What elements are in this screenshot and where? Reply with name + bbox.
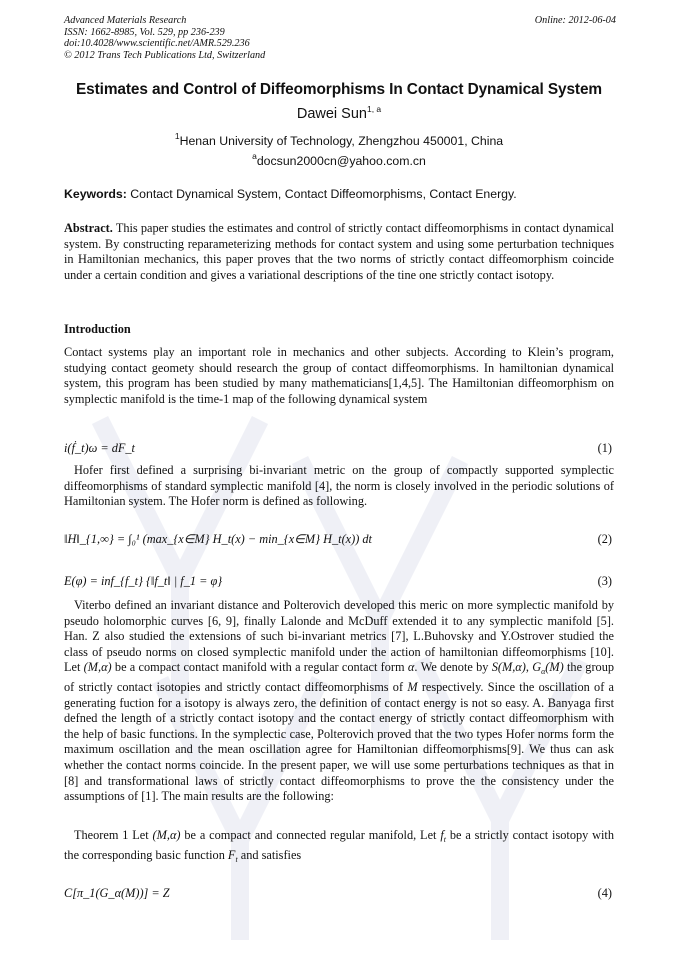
equation-2-expr: ‖H‖_{1,∞} = ∫₀¹ (max_{x∈M} H_t(x) − min_{x∈M} H_t(x)) dt <box>64 532 372 546</box>
p3-text-a: Viterbo defined an invariant distance and Polterovich developed this meric on more symplectic manifold by pseudo holomorphic curves [6, 9], finally Lalonde and McDuff extended it to any symplectic manifold [5]. Han. Z also studied the extensions of such bi-invariant metrics [7], L.Buhovsky and Y.Ostrover studied the class of pseudo norms on closed symplectic manifold under the action of hamiltonian diffeomorphisms [10]. Let <box>64 598 614 675</box>
equation-1-expr: i(ḟ_t)ω = dF_t <box>64 441 135 455</box>
paper-title: Estimates and Control of Diffeomorphisms In Contact Dynamical System <box>76 81 602 98</box>
equation-1-number: (1) <box>597 441 612 455</box>
equation-3-expr: E(φ) = inf_{f_t} {‖f_t‖ | f_1 = φ} <box>64 574 223 588</box>
journal-header <box>64 15 616 61</box>
author-line <box>0 104 678 122</box>
abstract <box>64 221 614 283</box>
equation-4-expr: C[π_1(G_α(M))] = Z <box>64 886 170 900</box>
keywords <box>64 187 624 201</box>
abstract-text: This paper studies the estimates and control of strictly contact diffeomorphisms in contact dynamical system. By constructing reparameterizing methods for contact system and using some perturbation techniques in Hamiltonian mechanics, this paper proves that the two norms of strictly contact diffeomorphism coincide under a certain condition and gives a variational descriptions of the tine one strictly contact isotopy. <box>64 221 614 282</box>
math-G: $G_\alpha(M)$ <box>532 660 564 677</box>
math-M-alpha-2: (M,α) <box>152 828 181 842</box>
p3-text-e: respectively. Since the oscillation of a generating fuction for a isotopy is always zero, the definition of contact energy is not so easy. A. Banyaga first defned the length of a strictly contact isotopy and the contact energy of strictly contact diffeomorphism with the help of basic functions. In the symplectic case, Polterovich proved that the two types Hofer norms form the maximum oscillation and the mean oscillation agree for Hamiltonian diffeomorphisms[9]. We thus can ask whether the contact norms coincide. In the present paper, we will use some perturbations techniques as that in [8] and transformational laws of strictly contact diffeomorphisms to prove the the consistency under the assumptions of [1]. The main results are the following: <box>64 679 615 804</box>
author-name: Dawei Sun <box>296 106 367 122</box>
math-f-t: $f_t$ <box>440 828 446 844</box>
intro-paragraph-2: Hofer first defined a surprising bi-invariant metric on the group of compactly supported symplectic diffeomorphisms of standard symplectic manifold [4], the norm is closely involved in the periodic solutions of Hamiltonian system. The Hofer norm is defined as following. <box>64 463 614 509</box>
p3-text-d: the group of strictly contact isotopies and strictly contact diffeomorphisms of <box>64 660 614 694</box>
email-mark: a <box>252 151 257 161</box>
author-mark: 1, a <box>366 104 382 114</box>
math-S: S(M,α) <box>491 660 526 675</box>
equation-4-number: (4) <box>597 886 612 900</box>
email-address[interactable]: docsun2000cn@yahoo.com.cn <box>256 154 426 168</box>
equation-3-number: (3) <box>597 574 612 588</box>
theorem-1 <box>64 828 614 867</box>
doi-line: doi:10.4028/www.scientific.net/AMR.529.236 <box>64 38 250 50</box>
p4-text-c: be a strictly contact isotopy with the corresponding basic function <box>64 828 614 862</box>
abstract-label: Abstract. <box>64 221 113 235</box>
affiliation <box>0 131 678 148</box>
copyright-line: © 2012 Trans Tech Publications Ltd, Switzerland <box>64 49 266 61</box>
intro-paragraph-1: Contact systems play an important role in mechanics and other subjects. According to Klein’s program, studying contact geomety should research the group of contact diffeomorphisms. In hamiltonian dynamical system, this program has been studied by many mathematicians[1,4,5]. The Hamiltonian diffeomorphism on symplectic manifold is the time-1 map of the following dynamical system <box>64 345 614 406</box>
math-F-t: $F_t$ <box>227 847 238 864</box>
p4-text-d: and satisfies <box>240 847 302 862</box>
keywords-label: Keywords: <box>64 187 127 201</box>
p4-text-b: be a compact and connected regular manifold, Let <box>184 828 437 842</box>
issn-line: ISSN: 1662-8985, Vol. 529, pp 236-239 <box>64 26 225 38</box>
math-M-alpha: (M,α) <box>83 660 112 675</box>
intro-paragraph-3: Viterbo defined an invariant distance and Polterovich developed this meric on more symplectic manifold by pseudo holomorphic curves [6, 9], finally Lalonde and McDuff extended it to any symplectic manifold [5]. Han. Z also studied the extensions of such bi-invariant metrics [7], L.Buhovsky and Y.Ostrover studied the class of pseudo norms on closed symplectic manifold under the action of hamiltonian diffeomorphisms [10]. Let (M,α) be a compact contact manifold with a regular contact form α. We denote by S(M,α), $G_\alpha(M)$ the group of strictly contact isotopies and strictly contact diffeomorphisms of M respectively. Since the oscillation of a generating fuction for a isotopy is always zero, the definition of contact energy is not so easy. A. Banyaga first defned the length of a strictly contact isotopy and the contact energy of strictly contact diffeomorphism with the help of basic functions. In the symplectic case, Polterovich proved that the two types Hofer norms form the maximum oscillation and the mean oscillation agree for Hamiltonian diffeomorphisms[9]. We thus can ask whether the contact norms coincide. In the present paper, we will use some perturbations techniques as that in [8] and transformational laws of strictly contact diffeomorphisms to prove the the consistency under the assumptions of [1]. The main results are the following: <box>64 598 615 804</box>
affiliation-text: Henan University of Technology, Zhengzhou 450001, China <box>179 134 504 148</box>
math-alpha: α <box>407 660 415 675</box>
p4-text-a: Theorem 1 Let <box>74 828 149 842</box>
online-date: Online: 2012-06-04 <box>534 15 616 26</box>
email-line <box>0 151 678 168</box>
keywords-text: Contact Dynamical System, Contact Diffeomorphisms, Contact Energy. <box>130 187 517 201</box>
p3-text-c: . We denote by <box>414 660 489 675</box>
equation-2-number: (2) <box>597 532 612 546</box>
p3-text-b: be a compact contact manifold with a regular contact form <box>114 660 405 675</box>
affiliation-mark: 1 <box>174 131 180 141</box>
section-heading-introduction: Introduction <box>64 322 131 336</box>
journal-name: Advanced Materials Research <box>64 15 187 26</box>
math-M: M <box>407 679 418 694</box>
